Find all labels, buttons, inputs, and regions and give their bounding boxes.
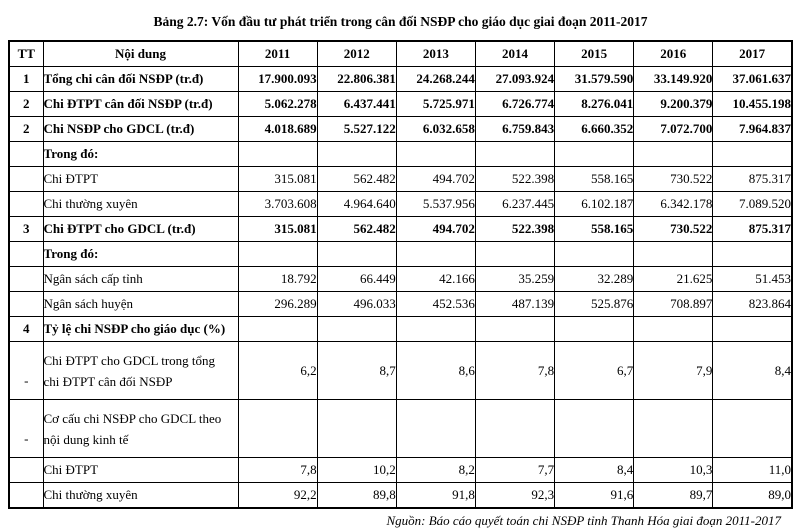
column-header: 2015 bbox=[555, 41, 634, 67]
row-label-cell: Chi ĐTPT bbox=[43, 458, 238, 483]
value-cell: 5.537.956 bbox=[396, 192, 475, 217]
value-cell: 5.527.122 bbox=[317, 117, 396, 142]
value-cell: 37.061.637 bbox=[713, 67, 792, 92]
value-cell bbox=[555, 142, 634, 167]
value-cell: 7.072.700 bbox=[634, 117, 713, 142]
value-cell: 558.165 bbox=[555, 217, 634, 242]
value-cell: 8,4 bbox=[555, 458, 634, 483]
row-label-cell: Chi thường xuyên bbox=[43, 192, 238, 217]
row-label-cell: Chi NSĐP cho GDCL (tr.đ) bbox=[43, 117, 238, 142]
value-cell: 66.449 bbox=[317, 267, 396, 292]
value-cell bbox=[317, 400, 396, 458]
row-label-cell: Cơ cấu chi NSĐP cho GDCL theo nội dung kinh tế bbox=[43, 400, 238, 458]
source-note: Nguồn: Báo cáo quyết toán chi NSĐP tỉnh Thanh Hóa giai đoạn 2011-2017 bbox=[386, 513, 781, 528]
value-cell: 21.625 bbox=[634, 267, 713, 292]
value-cell bbox=[555, 400, 634, 458]
value-cell bbox=[475, 400, 554, 458]
value-cell bbox=[238, 400, 317, 458]
value-cell: 17.900.093 bbox=[238, 67, 317, 92]
value-cell: 452.536 bbox=[396, 292, 475, 317]
value-cell bbox=[396, 242, 475, 267]
value-cell: 730.522 bbox=[634, 217, 713, 242]
value-cell: 708.897 bbox=[634, 292, 713, 317]
row-index-cell: 3 bbox=[9, 217, 43, 242]
row-index-cell bbox=[9, 192, 43, 217]
row-index-cell: - bbox=[9, 342, 43, 400]
value-cell bbox=[317, 242, 396, 267]
header-row bbox=[9, 41, 792, 67]
table-row bbox=[9, 342, 792, 400]
value-cell: 494.702 bbox=[396, 167, 475, 192]
row-index-cell bbox=[9, 167, 43, 192]
table-body bbox=[9, 67, 792, 509]
row-index-cell: 4 bbox=[9, 317, 43, 342]
value-cell bbox=[396, 400, 475, 458]
value-cell bbox=[396, 317, 475, 342]
table-row bbox=[9, 317, 792, 342]
column-header: TT bbox=[9, 41, 43, 67]
table-row bbox=[9, 142, 792, 167]
row-index-cell: - bbox=[9, 400, 43, 458]
column-header: 2017 bbox=[713, 41, 792, 67]
column-header: 2013 bbox=[396, 41, 475, 67]
value-cell: 91,6 bbox=[555, 483, 634, 509]
value-cell: 522.398 bbox=[475, 167, 554, 192]
value-cell: 875.317 bbox=[713, 217, 792, 242]
value-cell: 89,8 bbox=[317, 483, 396, 509]
table-title: Bảng 2.7: Vốn đầu tư phát triển trong cân đối NSĐP cho giáo dục giai đoạn 2011-2017 bbox=[153, 14, 648, 29]
value-cell bbox=[475, 317, 554, 342]
value-cell bbox=[634, 142, 713, 167]
value-cell: 31.579.590 bbox=[555, 67, 634, 92]
row-label-cell: Chi ĐTPT cân đối NSĐP (tr.đ) bbox=[43, 92, 238, 117]
row-label-cell: Ngân sách huyện bbox=[43, 292, 238, 317]
row-label-cell: Chi ĐTPT bbox=[43, 167, 238, 192]
value-cell bbox=[555, 317, 634, 342]
table-row bbox=[9, 192, 792, 217]
value-cell: 558.165 bbox=[555, 167, 634, 192]
value-cell: 6,2 bbox=[238, 342, 317, 400]
value-cell bbox=[475, 242, 554, 267]
value-cell: 496.033 bbox=[317, 292, 396, 317]
value-cell: 27.093.924 bbox=[475, 67, 554, 92]
value-cell: 6.726.774 bbox=[475, 92, 554, 117]
value-cell bbox=[713, 400, 792, 458]
row-label-cell: Ngân sách cấp tỉnh bbox=[43, 267, 238, 292]
value-cell bbox=[317, 142, 396, 167]
value-cell bbox=[634, 317, 713, 342]
value-cell: 823.864 bbox=[713, 292, 792, 317]
value-cell: 6.660.352 bbox=[555, 117, 634, 142]
value-cell: 296.289 bbox=[238, 292, 317, 317]
value-cell bbox=[634, 400, 713, 458]
value-cell: 92,3 bbox=[475, 483, 554, 509]
value-cell: 9.200.379 bbox=[634, 92, 713, 117]
value-cell: 89,0 bbox=[713, 483, 792, 509]
table-row bbox=[9, 458, 792, 483]
table-row bbox=[9, 117, 792, 142]
budget-table bbox=[8, 40, 793, 509]
value-cell: 522.398 bbox=[475, 217, 554, 242]
value-cell: 10.455.198 bbox=[713, 92, 792, 117]
row-label-cell: Chi ĐTPT cho GDCL (tr.đ) bbox=[43, 217, 238, 242]
column-header: 2016 bbox=[634, 41, 713, 67]
value-cell: 10,2 bbox=[317, 458, 396, 483]
value-cell: 7,7 bbox=[475, 458, 554, 483]
table-row bbox=[9, 292, 792, 317]
value-cell bbox=[713, 242, 792, 267]
value-cell: 7.964.837 bbox=[713, 117, 792, 142]
column-header: Nội dung bbox=[43, 41, 238, 67]
row-label-cell: Chi thường xuyên bbox=[43, 483, 238, 509]
value-cell: 35.259 bbox=[475, 267, 554, 292]
value-cell: 8.276.041 bbox=[555, 92, 634, 117]
value-cell: 89,7 bbox=[634, 483, 713, 509]
value-cell: 8,7 bbox=[317, 342, 396, 400]
row-index-cell bbox=[9, 242, 43, 267]
table-row bbox=[9, 267, 792, 292]
value-cell: 8,4 bbox=[713, 342, 792, 400]
value-cell bbox=[396, 142, 475, 167]
value-cell: 6.237.445 bbox=[475, 192, 554, 217]
row-index-cell bbox=[9, 483, 43, 509]
value-cell: 7,8 bbox=[475, 342, 554, 400]
value-cell: 51.453 bbox=[713, 267, 792, 292]
value-cell: 3.703.608 bbox=[238, 192, 317, 217]
value-cell: 562.482 bbox=[317, 167, 396, 192]
row-index-cell bbox=[9, 142, 43, 167]
value-cell: 315.081 bbox=[238, 167, 317, 192]
value-cell: 487.139 bbox=[475, 292, 554, 317]
value-cell: 875.317 bbox=[713, 167, 792, 192]
value-cell bbox=[238, 242, 317, 267]
value-cell: 6.759.843 bbox=[475, 117, 554, 142]
value-cell: 562.482 bbox=[317, 217, 396, 242]
value-cell: 730.522 bbox=[634, 167, 713, 192]
table-row bbox=[9, 92, 792, 117]
table-row bbox=[9, 67, 792, 92]
value-cell bbox=[238, 142, 317, 167]
value-cell: 6.437.441 bbox=[317, 92, 396, 117]
value-cell: 8,2 bbox=[396, 458, 475, 483]
value-cell: 22.806.381 bbox=[317, 67, 396, 92]
value-cell: 5.062.278 bbox=[238, 92, 317, 117]
value-cell bbox=[475, 142, 554, 167]
row-label-cell: Trong đó: bbox=[43, 142, 238, 167]
value-cell bbox=[713, 142, 792, 167]
value-cell: 525.876 bbox=[555, 292, 634, 317]
table-row bbox=[9, 400, 792, 458]
value-cell: 33.149.920 bbox=[634, 67, 713, 92]
value-cell: 494.702 bbox=[396, 217, 475, 242]
value-cell bbox=[713, 317, 792, 342]
value-cell: 32.289 bbox=[555, 267, 634, 292]
column-header: 2011 bbox=[238, 41, 317, 67]
row-label-cell: Tỷ lệ chi NSĐP cho giáo dục (%) bbox=[43, 317, 238, 342]
row-index-cell: 2 bbox=[9, 92, 43, 117]
value-cell: 24.268.244 bbox=[396, 67, 475, 92]
row-label-cell: Tổng chi cân đối NSĐP (tr.đ) bbox=[43, 67, 238, 92]
value-cell: 315.081 bbox=[238, 217, 317, 242]
column-header: 2014 bbox=[475, 41, 554, 67]
value-cell: 7,9 bbox=[634, 342, 713, 400]
value-cell: 6,7 bbox=[555, 342, 634, 400]
value-cell: 42.166 bbox=[396, 267, 475, 292]
value-cell: 91,8 bbox=[396, 483, 475, 509]
value-cell: 7,8 bbox=[238, 458, 317, 483]
value-cell bbox=[555, 242, 634, 267]
table-row bbox=[9, 217, 792, 242]
value-cell: 4.018.689 bbox=[238, 117, 317, 142]
value-cell bbox=[634, 242, 713, 267]
row-index-cell bbox=[9, 267, 43, 292]
value-cell: 18.792 bbox=[238, 267, 317, 292]
value-cell: 92,2 bbox=[238, 483, 317, 509]
row-label-cell: Trong đó: bbox=[43, 242, 238, 267]
value-cell: 7.089.520 bbox=[713, 192, 792, 217]
row-index-cell bbox=[9, 292, 43, 317]
row-index-cell: 1 bbox=[9, 67, 43, 92]
table-row bbox=[9, 167, 792, 192]
value-cell: 8,6 bbox=[396, 342, 475, 400]
value-cell: 4.964.640 bbox=[317, 192, 396, 217]
value-cell: 11,0 bbox=[713, 458, 792, 483]
value-cell: 6.342.178 bbox=[634, 192, 713, 217]
column-header: 2012 bbox=[317, 41, 396, 67]
value-cell: 6.102.187 bbox=[555, 192, 634, 217]
value-cell: 6.032.658 bbox=[396, 117, 475, 142]
value-cell bbox=[238, 317, 317, 342]
value-cell: 10,3 bbox=[634, 458, 713, 483]
row-index-cell bbox=[9, 458, 43, 483]
table-row bbox=[9, 242, 792, 267]
row-index-cell: 2 bbox=[9, 117, 43, 142]
table-row bbox=[9, 483, 792, 509]
value-cell: 5.725.971 bbox=[396, 92, 475, 117]
value-cell bbox=[317, 317, 396, 342]
row-label-cell: Chi ĐTPT cho GDCL trong tổng chi ĐTPT cân đối NSĐP bbox=[43, 342, 238, 400]
